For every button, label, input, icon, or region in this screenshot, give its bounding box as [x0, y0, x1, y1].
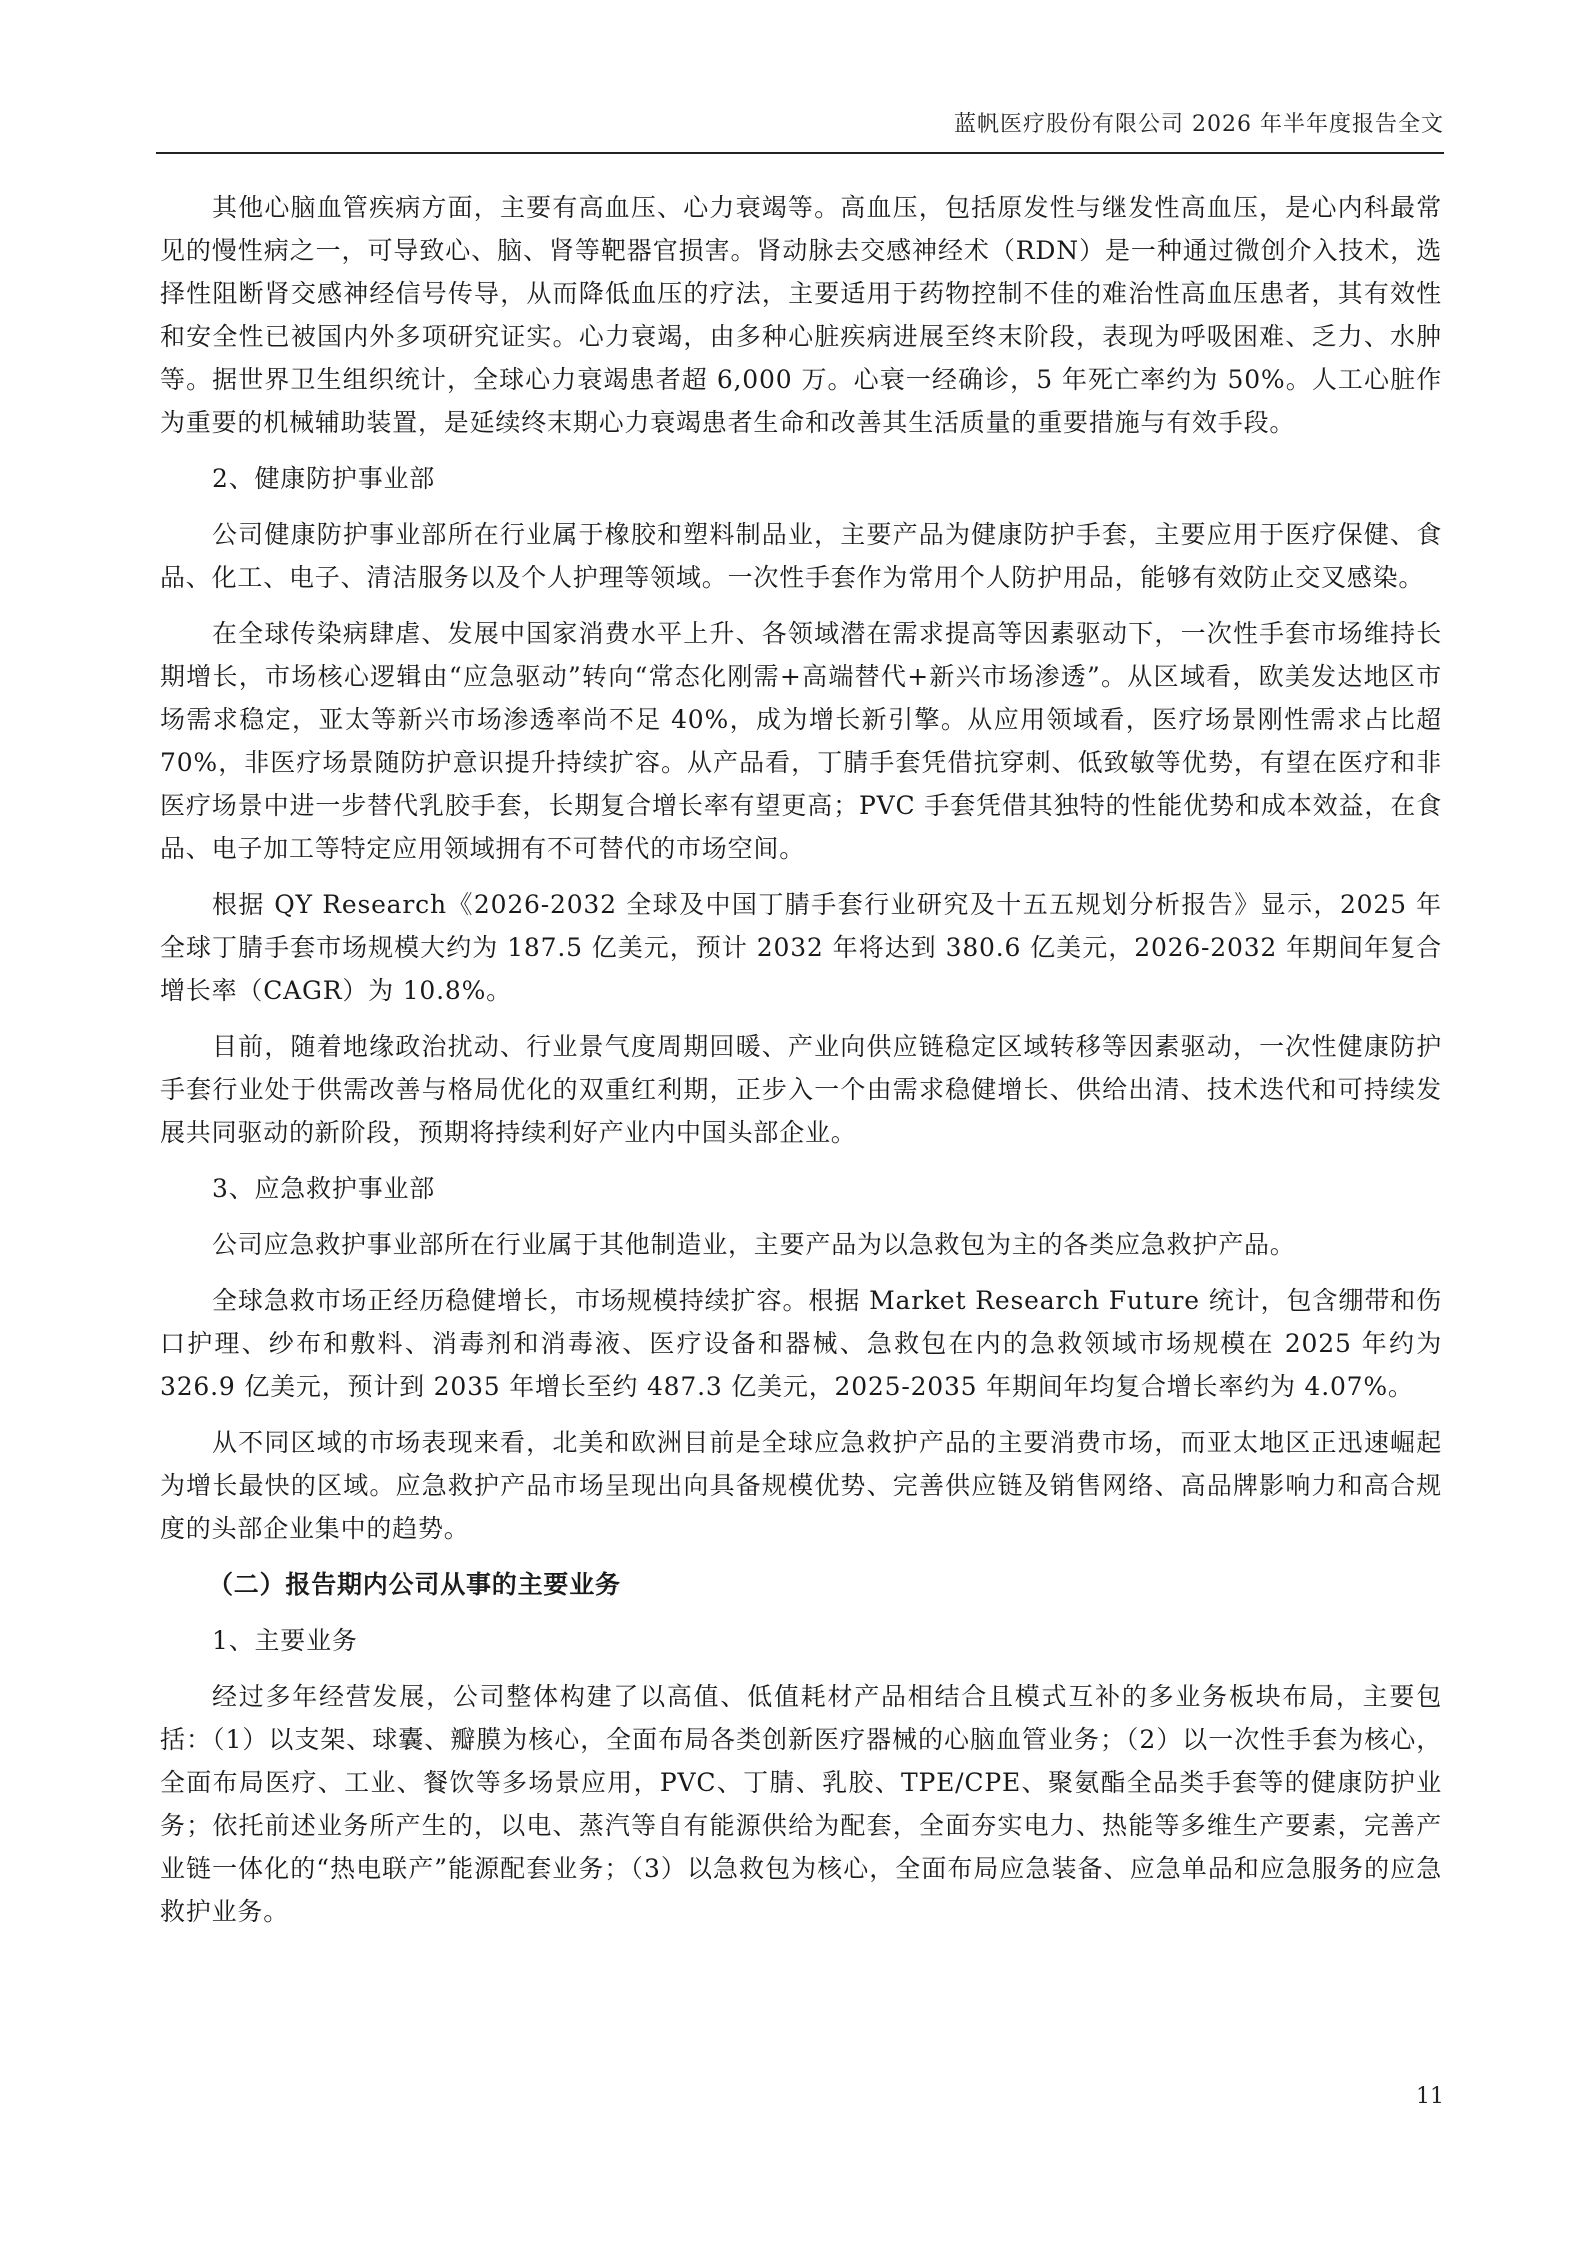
section-heading: 3、应急救护事业部: [212, 1174, 436, 1203]
section-heading: 1、主要业务: [212, 1626, 358, 1655]
section-heading: 2、健康防护事业部: [212, 464, 436, 493]
paragraph: 全球急救市场正经历稳健增长，市场规模持续扩容。根据 Market Research Future 统计，包含绷带和伤口护理、纱布和敷料、消毒剂和消毒液、医疗设备和器械、急救包在内的急救领域市场规模在 2025 年约为 326.9 亿美元，预计到 2035 年增长至约 487.3 亿美元，2025-2035 年期间年均复合增长率约为 4.07%。: [160, 1286, 1442, 1401]
paragraph: 其他心脑血管疾病方面，主要有高血压、心力衰竭等。高血压，包括原发性与继发性高血压，是心内科最常见的慢性病之一，可导致心、脑、肾等靶器官损害。肾动脉去交感神经术（RDN）是一种通过微创介入技术，选择性阻断肾交感神经信号传导，从而降低血压的疗法，主要适用于药物控制不佳的难治性高血压患者，其有效性和安全性已被国内外多项研究证实。心力衰竭，由多种心脏疾病进展至终末阶段，表现为呼吸困难、乏力、水肿等。据世界卫生组织统计，全球心力衰竭患者超 6,000 万。心衰一经确诊，5 年死亡率约为 50%。人工心脏作为重要的机械辅助装置，是延续终末期心力衰竭患者生命和改善其生活质量的重要措施与有效手段。: [160, 193, 1442, 437]
document-body: [160, 186, 1442, 1946]
paragraph: 公司健康防护事业部所在行业属于橡胶和塑料制品业，主要产品为健康防护手套，主要应用于医疗保健、食品、化工、电子、清洁服务以及个人护理等领域。一次性手套作为常用个人防护用品，能够有效防止交叉感染。: [160, 520, 1442, 592]
page-number: 11: [1416, 2084, 1444, 2109]
paragraph: 在全球传染病肆虐、发展中国家消费水平上升、各领域潜在需求提高等因素驱动下，一次性手套市场维持长期增长，市场核心逻辑由“应急驱动”转向“常态化刚需+高端替代+新兴市场渗透”。从区域看，欧美发达地区市场需求稳定，亚太等新兴市场渗透率尚不足 40%，成为增长新引擎。从应用领域看，医疗场景刚性需求占比超 70%，非医疗场景随防护意识提升持续扩容。从产品看，丁腈手套凭借抗穿刺、低致敏等优势，有望在医疗和非医疗场景中进一步替代乳胶手套，长期复合增长率有望更高；PVC 手套凭借其独特的性能优势和成本效益，在食品、电子加工等特定应用领域拥有不可替代的市场空间。: [160, 619, 1442, 863]
paragraph: 根据 QY Research《2026-2032 全球及中国丁腈手套行业研究及十五五规划分析报告》显示，2025 年全球丁腈手套市场规模大约为 187.5 亿美元，预计 2032 年将达到 380.6 亿美元，2026-2032 年期间年复合增长率（CAGR）为 10.8%。: [160, 890, 1442, 1005]
paragraph: 目前，随着地缘政治扰动、行业景气度周期回暖、产业向供应链稳定区域转移等因素驱动，一次性健康防护手套行业处于供需改善与格局优化的双重红利期，正步入一个由需求稳健增长、供给出清、技术迭代和可持续发展共同驱动的新阶段，预期将持续利好产业内中国头部企业。: [160, 1032, 1442, 1147]
page-header: [156, 108, 1444, 154]
paragraph: 从不同区域的市场表现来看，北美和欧洲目前是全球应急救护产品的主要消费市场，而亚太地区正迅速崛起为增长最快的区域。应急救护产品市场呈现出向具备规模优势、完善供应链及销售网络、高品牌影响力和高合规度的头部企业集中的趋势。: [160, 1428, 1442, 1543]
paragraph: 经过多年经营发展，公司整体构建了以高值、低值耗材产品相结合且模式互补的多业务板块布局，主要包括：（1）以支架、球囊、瓣膜为核心，全面布局各类创新医疗器械的心脑血管业务；（2）以一次性手套为核心，全面布局医疗、工业、餐饮等多场景应用，PVC、丁腈、乳胶、TPE/CPE、聚氨酯全品类手套等的健康防护业务；依托前述业务所产生的，以电、蒸汽等自有能源供给为配套，全面夯实电力、热能等多维生产要素，完善产业链一体化的“热电联产”能源配套业务；（3）以急救包为核心，全面布局应急装备、应急单品和应急服务的应急救护业务。: [160, 1682, 1442, 1926]
header-title: 蓝帆医疗股份有限公司 2026 年半年度报告全文: [954, 112, 1444, 137]
paragraph: 公司应急救护事业部所在行业属于其他制造业，主要产品为以急救包为主的各类应急救护产品。: [212, 1230, 1296, 1259]
chapter-heading: （二）报告期内公司从事的主要业务: [208, 1570, 621, 1599]
